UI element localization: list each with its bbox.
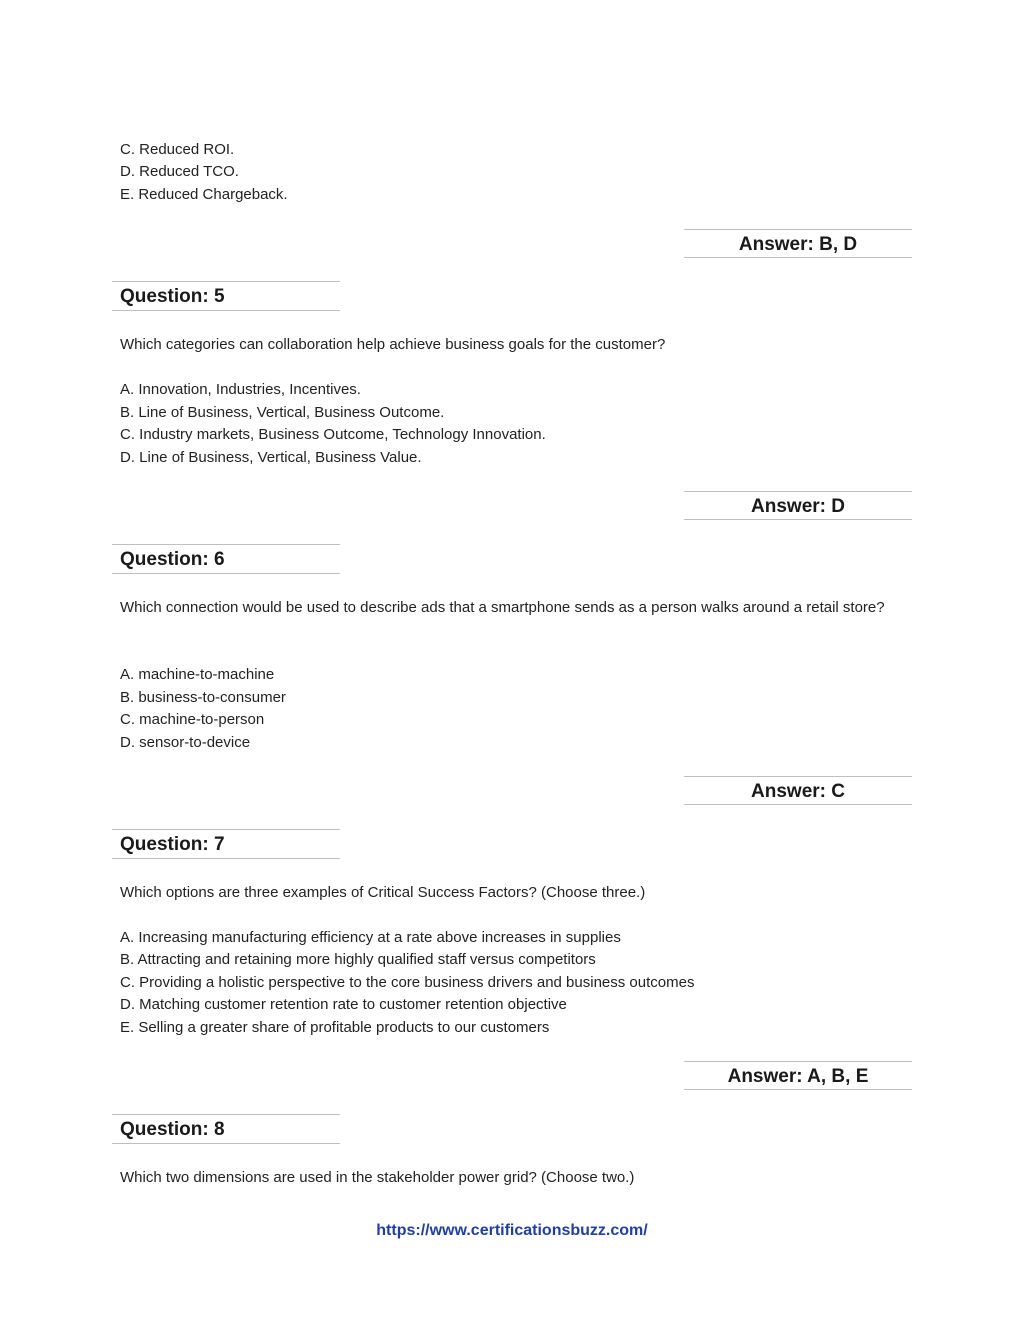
q5-option-c: C. Industry markets, Business Outcome, Technology Innovation. [120, 426, 546, 443]
q7-option-e: E. Selling a greater share of profitable products to our customers [120, 1019, 550, 1036]
q5-question-text: Which categories can collaboration help achieve business goals for the customer? [120, 336, 666, 353]
q4-option-c: C. Reduced ROI. [120, 141, 235, 158]
q7-option-a: A. Increasing manufacturing efficiency at a rate above increases in supplies [120, 929, 621, 946]
q4-option-e: E. Reduced Chargeback. [120, 186, 288, 203]
q7-title: Question: 7 [120, 834, 225, 855]
q5-option-a: A. Innovation, Industries, Incentives. [120, 381, 361, 398]
q6-option-d: D. sensor-to-device [120, 734, 251, 751]
q6-answer-box [684, 776, 912, 805]
q4-answer: Answer: B, D [738, 234, 858, 255]
q5-answer-box [684, 491, 912, 520]
q7-option-b: B. Attracting and retaining more highly qualified staff versus competitors [120, 951, 596, 968]
q5-title: Question: 5 [120, 286, 225, 307]
q6-option-c: C. machine-to-person [120, 711, 265, 728]
q5-option-b: B. Line of Business, Vertical, Business Outcome. [120, 404, 445, 421]
q8-heading-box [112, 1114, 340, 1144]
footer-website-link[interactable]: https://www.certificationsbuzz.com/ [376, 1222, 648, 1239]
q7-option-c: C. Providing a holistic perspective to the core business drivers and business outcomes [120, 974, 695, 991]
q8-question-text: Which two dimensions are used in the stakeholder power grid? (Choose two.) [120, 1169, 635, 1186]
q7-answer-box [684, 1061, 912, 1090]
q7-heading-box [112, 829, 340, 859]
q8-title: Question: 8 [120, 1119, 225, 1140]
q4-answer-box [684, 229, 912, 258]
q6-option-b: B. business-to-consumer [120, 689, 286, 706]
q6-answer: Answer: C [751, 781, 845, 802]
q4-option-d: D. Reduced TCO. [120, 163, 239, 180]
q7-question-text: Which options are three examples of Critical Success Factors? (Choose three.) [120, 884, 646, 901]
q7-answer: Answer: A, B, E [727, 1066, 869, 1087]
q5-answer: Answer: D [751, 496, 845, 517]
q5-option-d: D. Line of Business, Vertical, Business Value. [120, 449, 422, 466]
q6-option-a: A. machine-to-machine [120, 666, 275, 683]
q6-heading-box [112, 544, 340, 574]
q7-option-d: D. Matching customer retention rate to customer retention objective [120, 996, 567, 1013]
q6-question-text: Which connection would be used to describe ads that a smartphone sends as a person walks around a retail store? [120, 599, 885, 616]
q5-heading-box [112, 281, 340, 311]
q6-title: Question: 6 [120, 549, 225, 570]
